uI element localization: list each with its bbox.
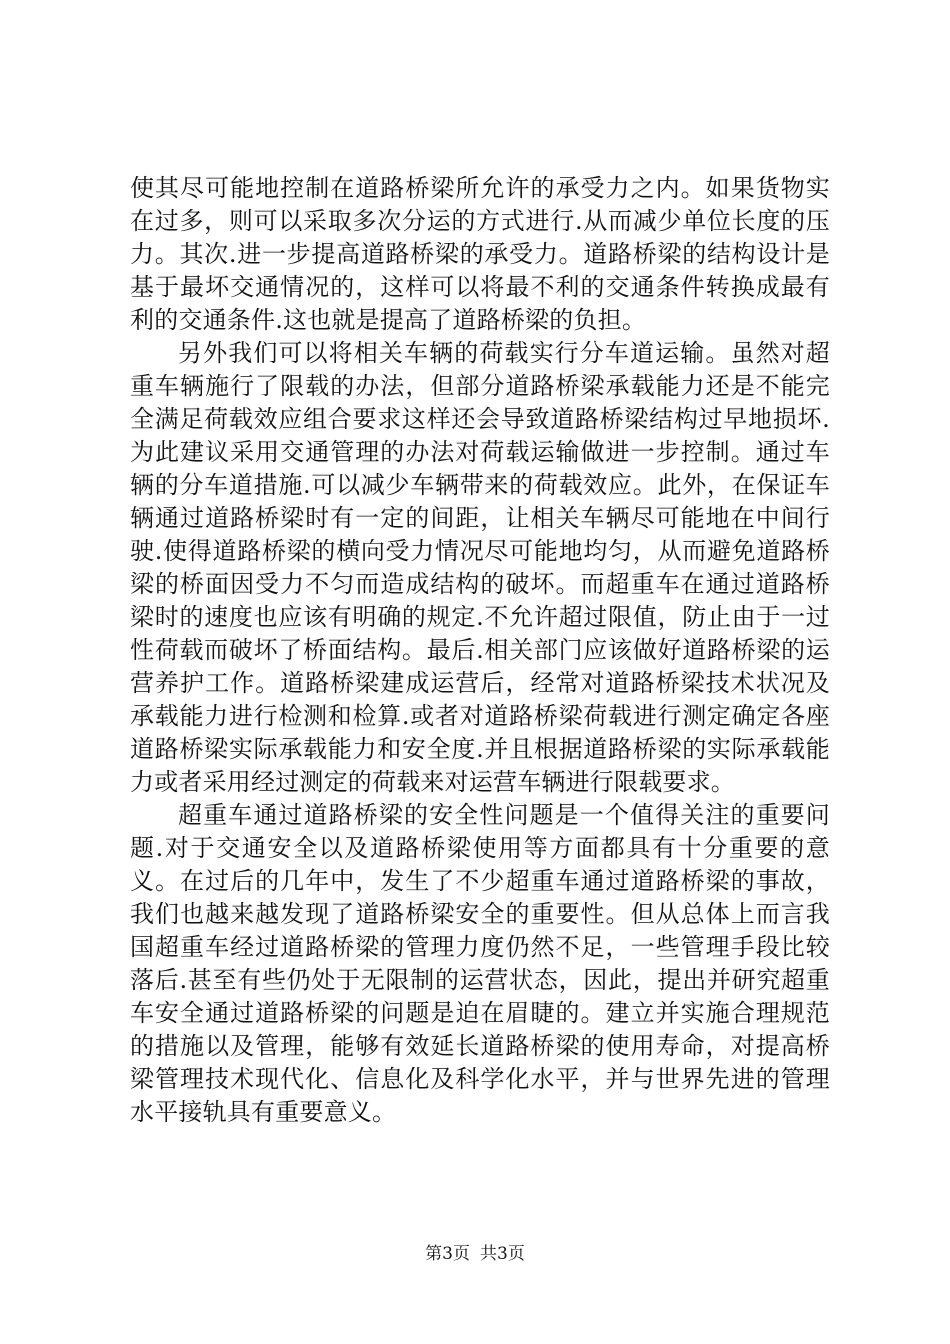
page-number: 第3页 xyxy=(425,1244,470,1264)
paragraph-1: 使其尽可能地控制在道路桥梁所允许的承受力之内。如果货物实在过多，则可以采取多次分运的方式进行.从而减少单位长度的压力。其次.进一步提高道路桥梁的承受力。道路桥梁的结构设计是基于最坏交通情况的，这样可以将最不利的交通条件转换成最有利的交通条件.这也就是提高了道路桥梁的负担。 xyxy=(130,174,830,334)
page-total: 共3页 xyxy=(480,1244,525,1264)
document-body xyxy=(130,172,830,1129)
paragraph-3: 超重车通过道路桥梁的安全性问题是一个值得关注的重要问题.对于交通安全以及道路桥梁使用等方面都具有十分重要的意义。在过后的几年中，发生了不少超重车通过道路桥梁的事故，我们也越来越发现了道路桥梁安全的重要性。但从总体上而言我国超重车经过道路桥梁的管理力度仍然不足，一些管理手段比较落后.甚至有些仍处于无限制的运营状态，因此，提出并研究超重车安全通过道路桥梁的问题是迫在眉睫的。建立并实施合理规范的措施以及管理，能够有效延长道路桥梁的使用寿命，对提高桥梁管理技术现代化、信息化及科学化水平，并与世界先进的管理水平接轨具有重要意义。 xyxy=(130,801,830,1126)
page-footer xyxy=(0,1243,950,1265)
paragraph-2: 另外我们可以将相关车辆的荷载实行分车道运输。虽然对超重车辆施行了限载的办法，但部分道路桥梁承载能力还是不能完全满足荷载效应组合要求这样还会导致道路桥梁结构过早地损坏.为此建议采用交通管理的办法对荷载运输做进一步控制。通过车辆的分车道措施.可以减少车辆带来的荷载效应。此外，在保证车辆通过道路桥梁时有一定的间距，让相关车辆尽可能地在中间行驶.使得道路桥梁的横向受力情况尽可能地均匀，从而避免道路桥梁的桥面因受力不匀而造成结构的破坏。而超重车在通过道路桥梁时的速度也应该有明确的规定.不允许超过限值，防止由于一过性荷载而破坏了桥面结构。最后.相关部门应该做好道路桥梁的运营养护工作。道路桥梁建成运营后，经常对道路桥梁技术状况及承载能力进行检测和检算.或者对道路桥梁荷载进行测定确定各座道路桥梁实际承载能力和安全度.并且根据道路桥梁的实际承载能力或者采用经过测定的荷载来对运营车辆进行限载要求。 xyxy=(130,339,830,796)
